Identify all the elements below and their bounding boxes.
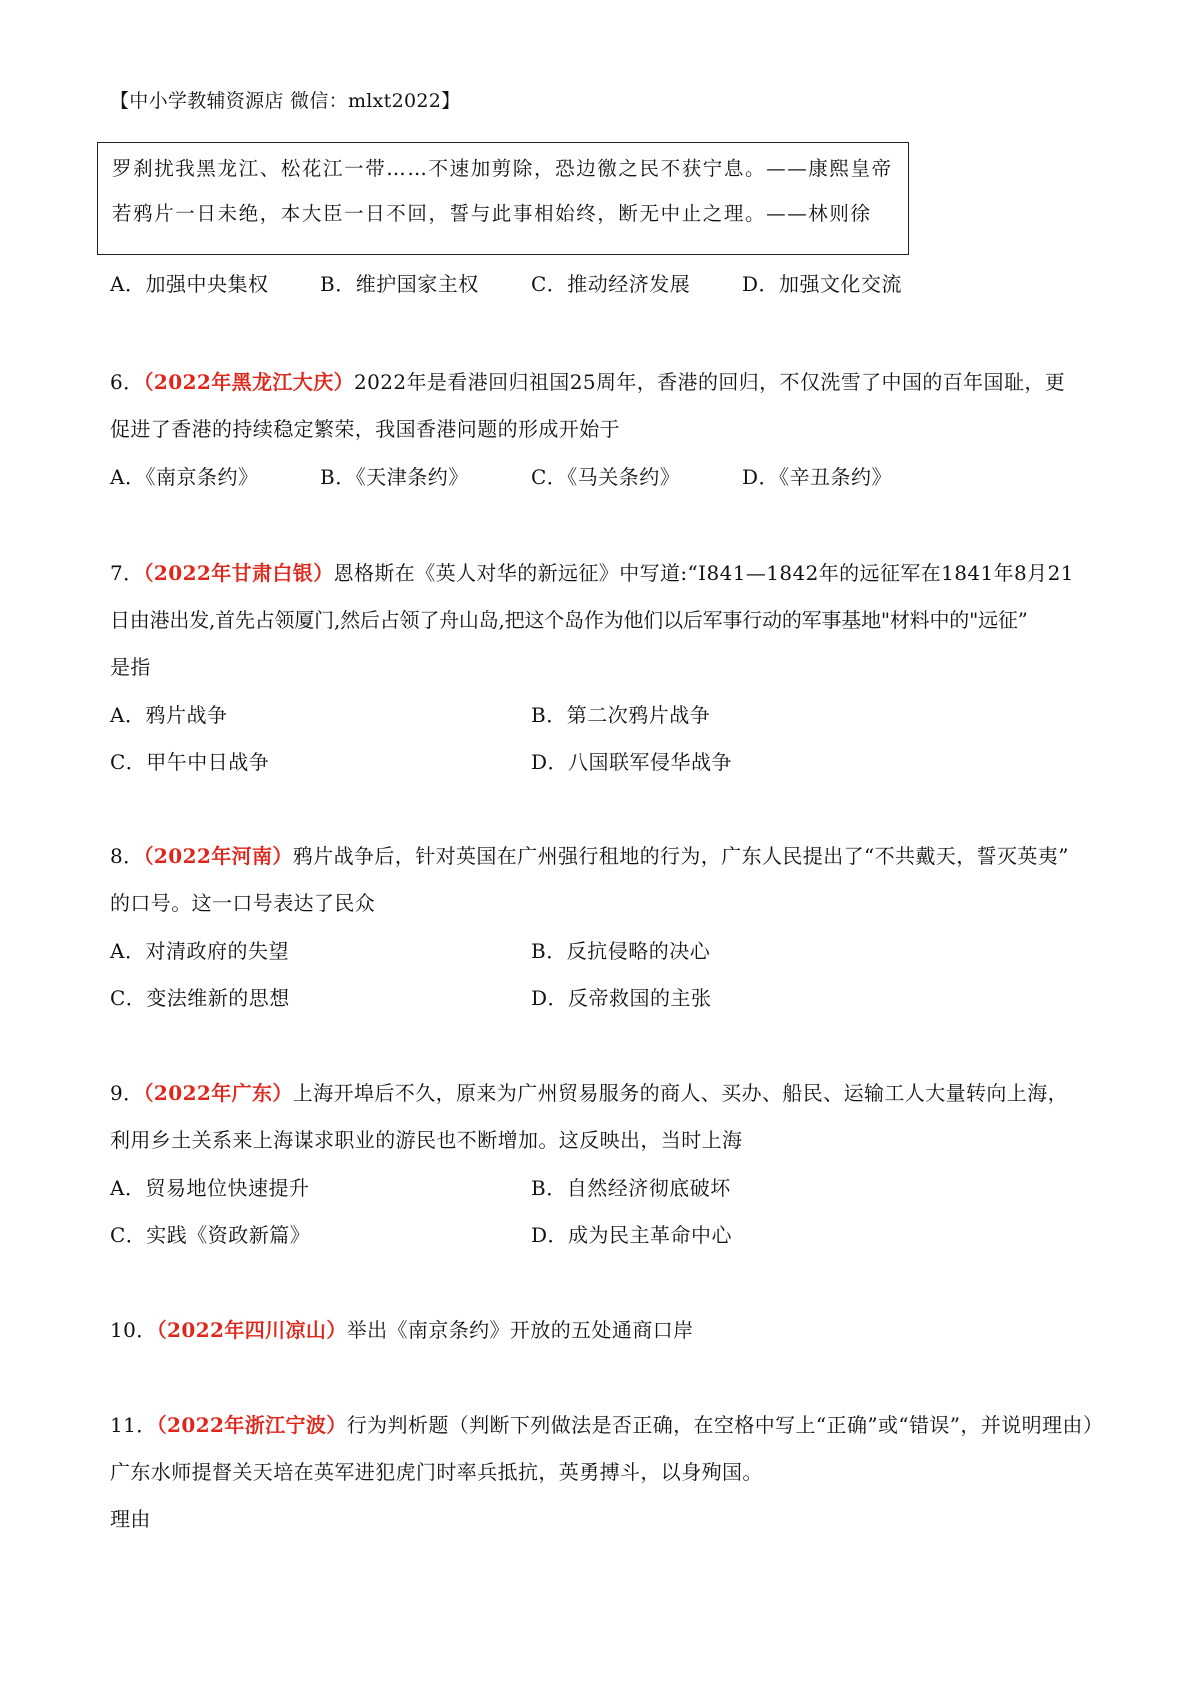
question-source: （2022年四川凉山） — [156, 1318, 347, 1342]
q9-stem-line: 利用乡土关系来上海谋求职业的游民也不断增加。这反映出，当时上海 — [110, 1128, 743, 1152]
quote-box — [97, 142, 909, 255]
question-text: 鸦片战争后，针对英国在广州强行租地的行为，广东人民提出了“不共戴天，誓灭英夷” — [292, 844, 1069, 868]
q9-stem-line — [110, 1077, 1068, 1106]
q10-stem-line — [110, 1314, 694, 1343]
q7-option-c[interactable]: C．甲午中日战争 — [110, 750, 270, 774]
question-text: 举出《南京条约》开放的五处通商口岸 — [346, 1318, 694, 1342]
q7-option-b[interactable]: B．第二次鸦片战争 — [531, 703, 711, 727]
q6-stem-line — [110, 366, 1065, 395]
q6-option-a[interactable]: A．《南京条约》 — [110, 465, 259, 489]
question-number: 7． — [110, 561, 144, 585]
q8-option-b[interactable]: B．反抗侵略的决心 — [531, 939, 711, 963]
quote-line: 罗刹扰我黑龙江、松花江一带……不速加剪除，恐边徼之民不获宁息。——康熙皇帝 — [112, 157, 893, 180]
q5-option-d[interactable]: D．加强文化交流 — [742, 272, 903, 296]
question-source: （2022年广东） — [143, 1081, 293, 1105]
question-text: 上海开埠后不久，原来为广州贸易服务的商人、买办、船民、运输工人大量转向上海， — [292, 1081, 1068, 1105]
question-number: 8． — [110, 844, 144, 868]
q7-stem-line: 日由港出发,首先占领厦门,然后占领了舟山岛,把这个岛作为他们以后军事行动的军事基地"材料中的"远征” — [110, 608, 1028, 632]
q8-option-d[interactable]: D．反帝救国的主张 — [531, 986, 712, 1010]
q11-reason-label: 理由 — [110, 1507, 151, 1531]
question-source: （2022年甘肃白银） — [143, 561, 334, 585]
q7-stem-line: 是指 — [110, 655, 151, 679]
q8-stem-line: 的口号。这一口号表达了民众 — [110, 891, 376, 915]
question-source: （2022年河南） — [143, 844, 293, 868]
q9-option-b[interactable]: B．自然经济彻底破坏 — [531, 1176, 731, 1200]
question-text: 恩格斯在《英人对华的新远征》中写道:“I841—1842年的远征军在1841年8月21 — [333, 561, 1074, 585]
page-header: 【中小学教辅资源店 微信：mlxt2022】 — [110, 90, 461, 112]
q8-stem-line — [110, 840, 1069, 869]
q7-option-a[interactable]: A．鸦片战争 — [110, 703, 228, 727]
q6-stem-line: 促进了香港的持续稳定繁荣，我国香港问题的形成开始于 — [110, 417, 620, 441]
q5-option-a[interactable]: A．加强中央集权 — [110, 272, 269, 296]
q11-stem-line — [110, 1409, 1103, 1438]
q5-option-c[interactable]: C．推动经济发展 — [531, 272, 691, 296]
question-text: 2022年是看港回归祖国25周年，香港的回归，不仅洗雪了中国的百年国耻，更 — [354, 370, 1066, 394]
q8-option-a[interactable]: A．对清政府的失望 — [110, 939, 289, 963]
q9-option-c[interactable]: C．实践《资政新篇》 — [110, 1223, 311, 1247]
question-number: 6． — [110, 370, 144, 394]
question-text: 行为判析题（判断下列做法是否正确，在空格中写上“正确”或“错误”，并说明理由） — [346, 1413, 1104, 1437]
q7-stem-line — [110, 557, 1074, 586]
question-number: 11． — [110, 1413, 157, 1437]
q9-option-a[interactable]: A．贸易地位快速提升 — [110, 1176, 310, 1200]
q8-option-c[interactable]: C．变法维新的思想 — [110, 986, 290, 1010]
q9-option-d[interactable]: D．成为民主革命中心 — [531, 1223, 733, 1247]
question-number: 10． — [110, 1318, 157, 1342]
question-source: （2022年浙江宁波） — [156, 1413, 347, 1437]
q6-option-c[interactable]: C．《马关条约》 — [531, 465, 681, 489]
q6-option-d[interactable]: D．《辛丑条约》 — [742, 465, 893, 489]
question-number: 9． — [110, 1081, 144, 1105]
question-source: （2022年黑龙江大庆） — [143, 370, 354, 394]
q11-stem-line: 广东水师提督关天培在英军进犯虎门时率兵抵抗，英勇搏斗，以身殉国。 — [110, 1460, 763, 1484]
q6-option-b[interactable]: B．《天津条约》 — [320, 465, 469, 489]
quote-line: 若鸦片一日未绝，本大臣一日不回，誓与此事相始终，断无中止之理。——林则徐 — [112, 202, 872, 225]
q5-option-b[interactable]: B．维护国家主权 — [320, 272, 479, 296]
q7-option-d[interactable]: D．八国联军侵华战争 — [531, 750, 733, 774]
